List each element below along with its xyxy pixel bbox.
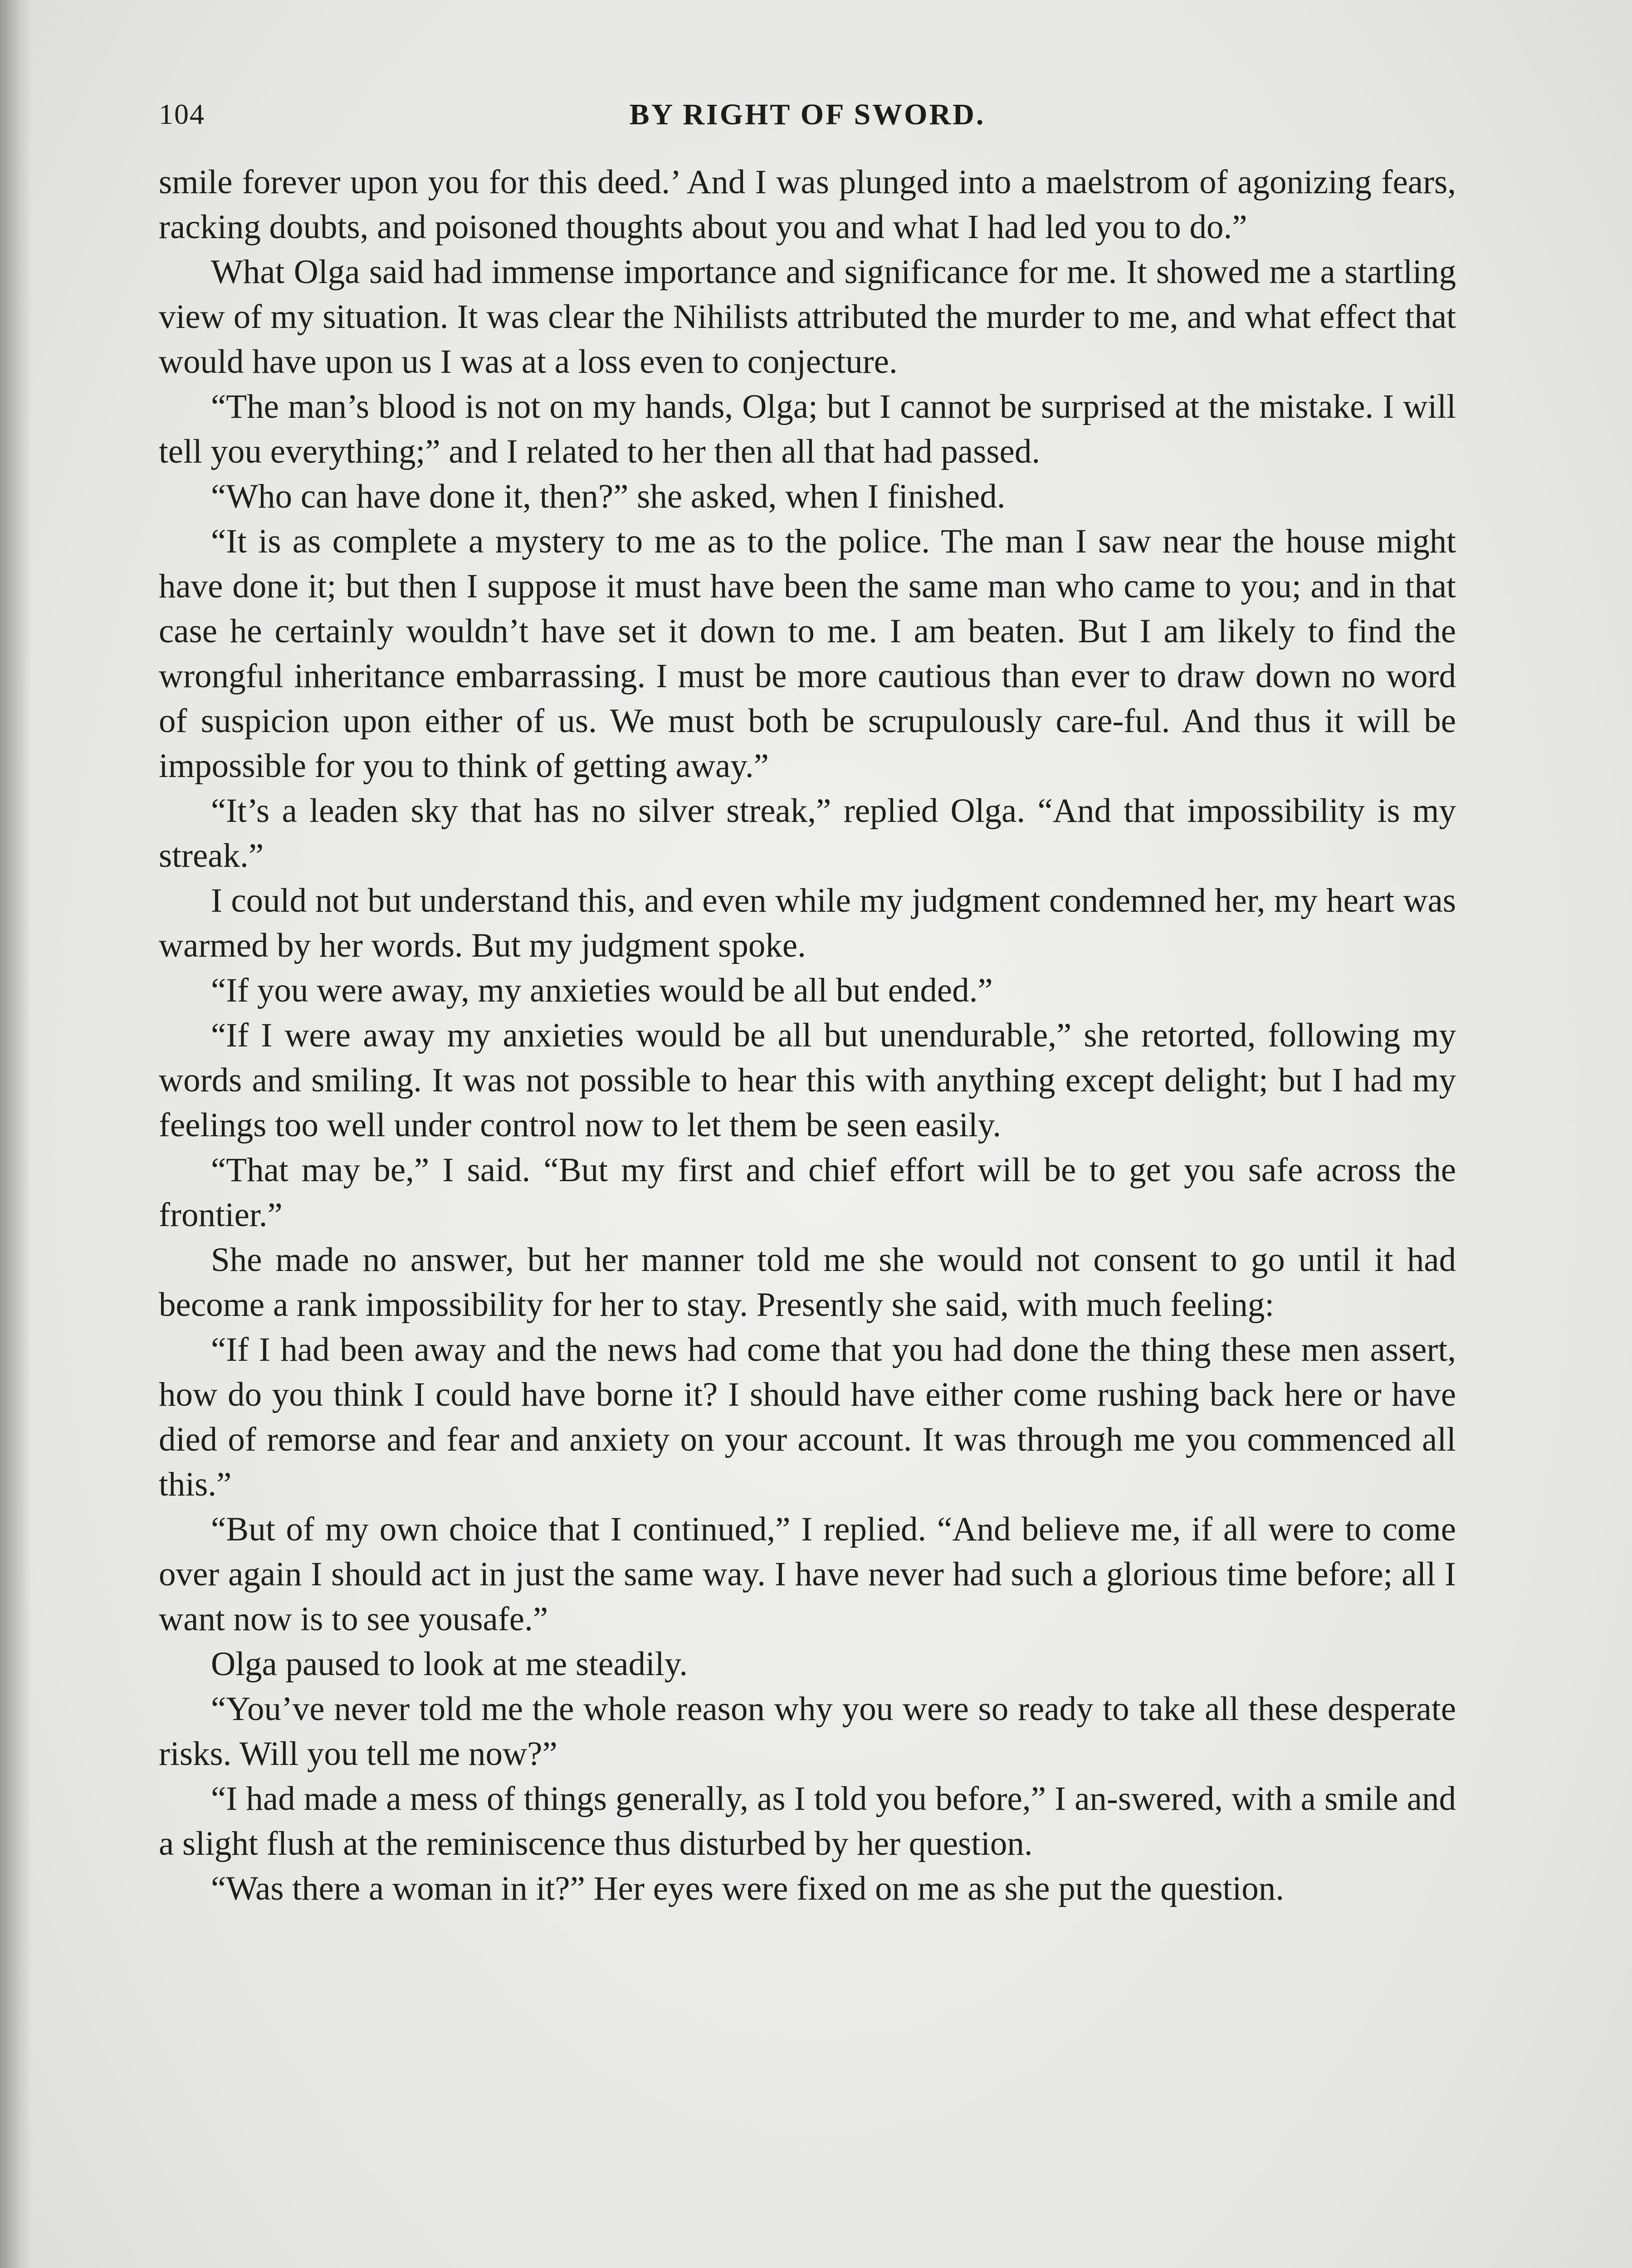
paragraph: I could not but understand this, and even while my judgment condemned her, my heart was warmed by her words. But my judgment spoke. — [159, 882, 1456, 964]
paragraph: “The man’s blood is not on my hands, Olga; but I cannot be surprised at the mistake. I will tell you everything;” and I related to her then all that had passed. — [159, 388, 1456, 470]
paragraph: “It’s a leaden sky that has no silver streak,” replied Olga. “And that impossibility is my streak.” — [159, 792, 1456, 875]
body-text — [159, 160, 1456, 1911]
spine-shadow — [0, 0, 32, 2268]
paragraph: She made no answer, but her manner told me she would not consent to go until it had become a rank impossibility for her to stay. Presently she said, with much feeling: — [159, 1241, 1456, 1324]
paragraph: “If I were away my anxieties would be all but unendurable,” she retorted, following my words and smiling. It was not possible to hear this with anything except delight; but I had my feelings too well under control now to let them be seen easily. — [159, 1017, 1456, 1144]
paragraph: “You’ve never told me the whole reason why you were so ready to take all these desperate risks. Will you tell me now?” — [159, 1690, 1456, 1773]
paragraph: “I had made a mess of things generally, as I told you before,” I an-swered, with a smile and a slight flush at the reminiscence thus disturbed by her question. — [159, 1780, 1456, 1862]
page-header — [159, 98, 1456, 134]
running-title: BY RIGHT OF SWORD. — [629, 98, 986, 131]
paragraph: “But of my own choice that I continued,” I replied. “And believe me, if all were to come over again I should act in just the same way. I have never had such a glorious time before; all I want now is to see yousafe.” — [159, 1510, 1456, 1638]
paragraph: “It is as complete a mystery to me as to the police. The man I saw near the house might have done it; but then I suppose it must have been the same man who came to you; and in that case he certainly wouldn’t have set it down to me. I am beaten. But I am likely to find the wrongful inheritance embarrassing. I must be more cautious than ever to draw down no word of suspicion upon either of us. We must both be scrupulously care-ful. And thus it will be impossible for you to think of getting away.” — [159, 523, 1456, 785]
paragraph: “Who can have done it, then?” she asked, when I finished. — [211, 478, 1006, 515]
paragraph: “Was there a woman in it?” Her eyes were fixed on me as she put the question. — [211, 1870, 1285, 1907]
paragraph: Olga paused to look at me steadily. — [211, 1645, 688, 1683]
paragraph: smile forever upon you for this deed.’ And I was plunged into a maelstrom of agonizing fears, racking doubts, and poisoned thoughts about you and what I had led you to do.” — [159, 163, 1456, 246]
page-number: 104 — [159, 98, 205, 130]
paragraph: What Olga said had immense importance and significance for me. It showed me a startling view of my situation. It was clear the Nihilists attributed the murder to me, and what effect that would have upon us I was at a loss even to conjecture. — [159, 253, 1456, 381]
paragraph: “That may be,” I said. “But my first and chief effort will be to get you safe across the frontier.” — [159, 1151, 1456, 1234]
paragraph: “If you were away, my anxieties would be all but ended.” — [211, 972, 993, 1009]
paragraph: “If I had been away and the news had come that you had done the thing these men assert, how do you think I could have borne it? I should have either come rushing back here or have died of remorse and fear and anxiety on your account. It was through me you commenced all this.” — [159, 1331, 1456, 1503]
